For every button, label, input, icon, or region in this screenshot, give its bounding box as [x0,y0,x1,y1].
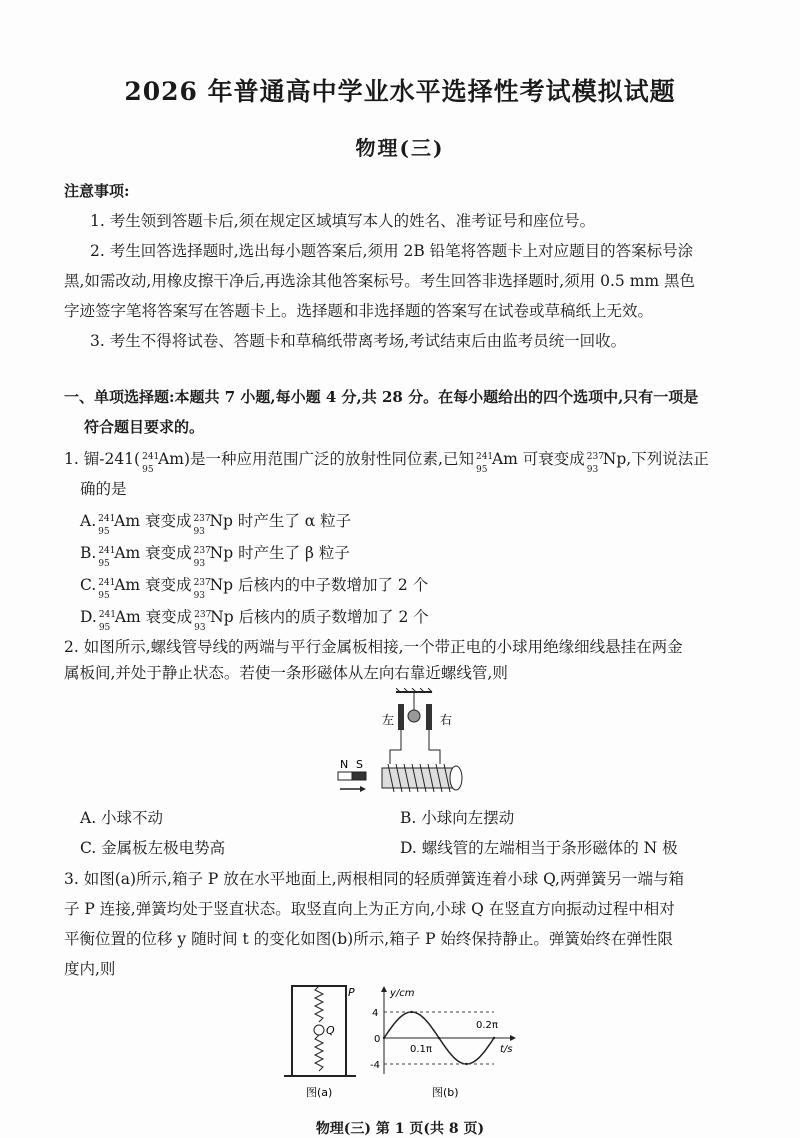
q1-stem [64,446,734,475]
exam-title: 2026 年普通高中学业水平选择性考试模拟试题 [124,77,676,106]
np-mass-number: 237 [586,452,604,462]
np-atomic-number: 93 [193,527,205,537]
q2-option-c: C. 金属板左极电势高 [80,839,226,857]
option-label: C. [80,576,97,594]
q2-stem-line-2: 属板间,并处于静止状态。若使一条形磁体从左向右靠近螺线管,则 [64,664,508,682]
notice-item-2-cont-2: 字迹签字笔将答案写在答题卡上。选择题和非选择题的答案写在试卷或草稿纸上无效。 [64,302,654,320]
right-plate [426,704,432,730]
am-atomic-number: 95 [98,527,110,537]
q3-stem-line-4: 度内,则 [64,960,116,978]
q2-option-b: B. 小球向左摆动 [400,809,515,827]
n-label: N [340,758,349,771]
x-axis-label: t/s [500,1044,513,1055]
x-label-01pi: 0.1π [410,1044,432,1055]
exam-subtitle: 物理(三) [355,136,445,160]
x-label-02pi: 0.2π [476,1020,498,1031]
option-text: Am 衰变成 [114,512,192,530]
s-label: S [356,758,363,771]
np-mass-number: 237 [193,514,211,524]
am-nuclide-symbol [96,574,116,601]
notice-item-1: 1. 考生领到答题卡后,须在规定区域填写本人的姓名、准考证号和座位号。 [90,212,596,230]
am-mass-number: 241 [142,452,160,462]
q-label: Q [326,1024,335,1037]
right-label: 右 [440,713,453,727]
notice-item-2: 2. 考生回答选择题时,选出每小题答案后,须用 2B 铅笔将答题卡上对应题目的答案标号涂 [90,242,694,260]
option-text: Am 衰变成 [114,608,193,626]
curve-point [410,1011,412,1013]
am-nuclide-symbol [140,448,160,475]
am-atomic-number: 95 [98,623,111,633]
np-mass-number: 237 [193,578,211,588]
page-footer: 物理(三) 第 1 页(共 8 页) [315,1121,485,1137]
option-text: Np 时产生了 α 粒子 [209,512,352,530]
am-nuclide-symbol [474,448,494,475]
q1-stem-part-2: Am)是一种应用范围广泛的放射性同位素,已知 [158,450,474,468]
q2-stem-line-1: 2. 如图所示,螺线管导线的两端与平行金属板相接,一个带正电的小球用绝缘细线悬挂在两金 [64,638,683,656]
am-mass-number: 241 [98,578,116,588]
q1-stem-part-4: Np,下列说法正 [602,450,709,468]
y-tick-0: 0 [374,1034,381,1045]
y-axis-label: y/cm [390,988,415,999]
ball-q [314,1025,324,1035]
np-nuclide-symbol [191,510,211,537]
notice-heading: 注意事项: [64,182,130,200]
solenoid-figure [330,688,490,800]
np-nuclide-symbol [585,448,604,475]
option-label: A. [80,512,97,530]
lower-spring [315,1035,323,1071]
am-mass-number: 241 [98,610,116,620]
section-heading-line-1: 一、单项选择题:本题共 7 小题,每小题 4 分,共 28 分。在每小题给出的四个选项中,只有一项是 [64,388,699,406]
np-atomic-number: 93 [193,559,206,569]
am-nuclide-symbol [96,510,116,537]
q1-option-c [80,572,750,601]
solenoid [382,768,456,788]
displacement-chart [370,984,530,1100]
upper-spring [315,986,323,1022]
notice-item-3: 3. 考生不得将试卷、答题卡和草稿纸带离考场,考试结束后由监考员统一回收。 [90,332,627,350]
option-label: D. [80,608,97,626]
q1-stem-part-1: 1. 镅-241( [64,450,141,468]
option-text: Np 后核内的中子数增加了 2 个 [209,576,429,594]
am-mass-number: 241 [475,452,494,462]
am-atomic-number: 95 [475,465,488,475]
am-nuclide-symbol [97,606,116,633]
q1-option-b [80,540,750,569]
am-nuclide-symbol [96,542,116,569]
curve-point [465,1063,467,1065]
np-mass-number: 237 [193,546,211,556]
curve-point [438,1037,440,1039]
q2-option-d: D. 螺线管的左端相当于条形磁体的 N 极 [400,839,678,857]
q1-option-d [80,604,750,633]
np-nuclide-symbol [192,542,211,569]
q2-option-a: A. 小球不动 [80,809,164,827]
q1-stem-line-2: 确的是 [80,480,127,498]
option-text: Np 后核内的质子数增加了 2 个 [210,608,429,626]
magnet-n-pole [338,772,352,780]
np-nuclide-symbol [192,574,211,601]
q3-stem-line-1: 3. 如图(a)所示,箱子 P 放在水平地面上,两根相同的轻质弹簧连着小球 Q,两弹簧另一端与箱 [64,870,684,888]
q1-option-a [80,508,750,537]
y-tick-neg4: -4 [370,1060,380,1071]
np-atomic-number: 93 [194,623,206,633]
y-tick-4: 4 [372,1008,379,1019]
am-atomic-number: 95 [98,591,110,601]
figure-b-caption: 图(b) [432,1086,459,1099]
am-mass-number: 241 [98,546,116,556]
option-text: Am 衰变成 [114,576,192,594]
q3-stem-line-3: 平衡位置的位移 y 随时间 t 的变化如图(b)所示,箱子 P 始终保持静止。弹簧始终在弹性限 [64,930,673,948]
section-heading-line-2: 符合题目要求的。 [84,418,205,436]
left-label: 左 [382,713,395,727]
box-spring-figure [284,984,366,1100]
curve-point [383,1037,385,1039]
figure-a-caption: 图(a) [306,1086,333,1099]
option-text: Np 时产生了 β 粒子 [209,544,350,562]
q1-stem-part-3: Am 可衰变成 [491,450,585,468]
np-atomic-number: 93 [193,591,206,601]
notice-item-2-cont-1: 黑,如需改动,用橡皮擦干净后,再选涂其他答案标号。考生回答非选择题时,须用 0.5 mm 黑色 [64,272,696,290]
left-plate [398,704,404,730]
option-label: B. [80,544,97,562]
q3-stem-line-2: 子 P 连接,弹簧均处于竖直状态。取竖直向上为正方向,小球 Q 在竖直方向振动过程中相对 [64,900,675,918]
np-mass-number: 237 [194,610,212,620]
np-atomic-number: 93 [586,465,599,475]
am-atomic-number: 95 [98,559,110,569]
curve-point [493,1037,495,1039]
am-atomic-number: 95 [142,465,154,475]
np-nuclide-symbol [192,606,212,633]
p-label: P [348,986,355,999]
option-text: Am 衰变成 [114,544,192,562]
am-mass-number: 241 [98,514,116,524]
magnet-s-pole [352,772,366,780]
